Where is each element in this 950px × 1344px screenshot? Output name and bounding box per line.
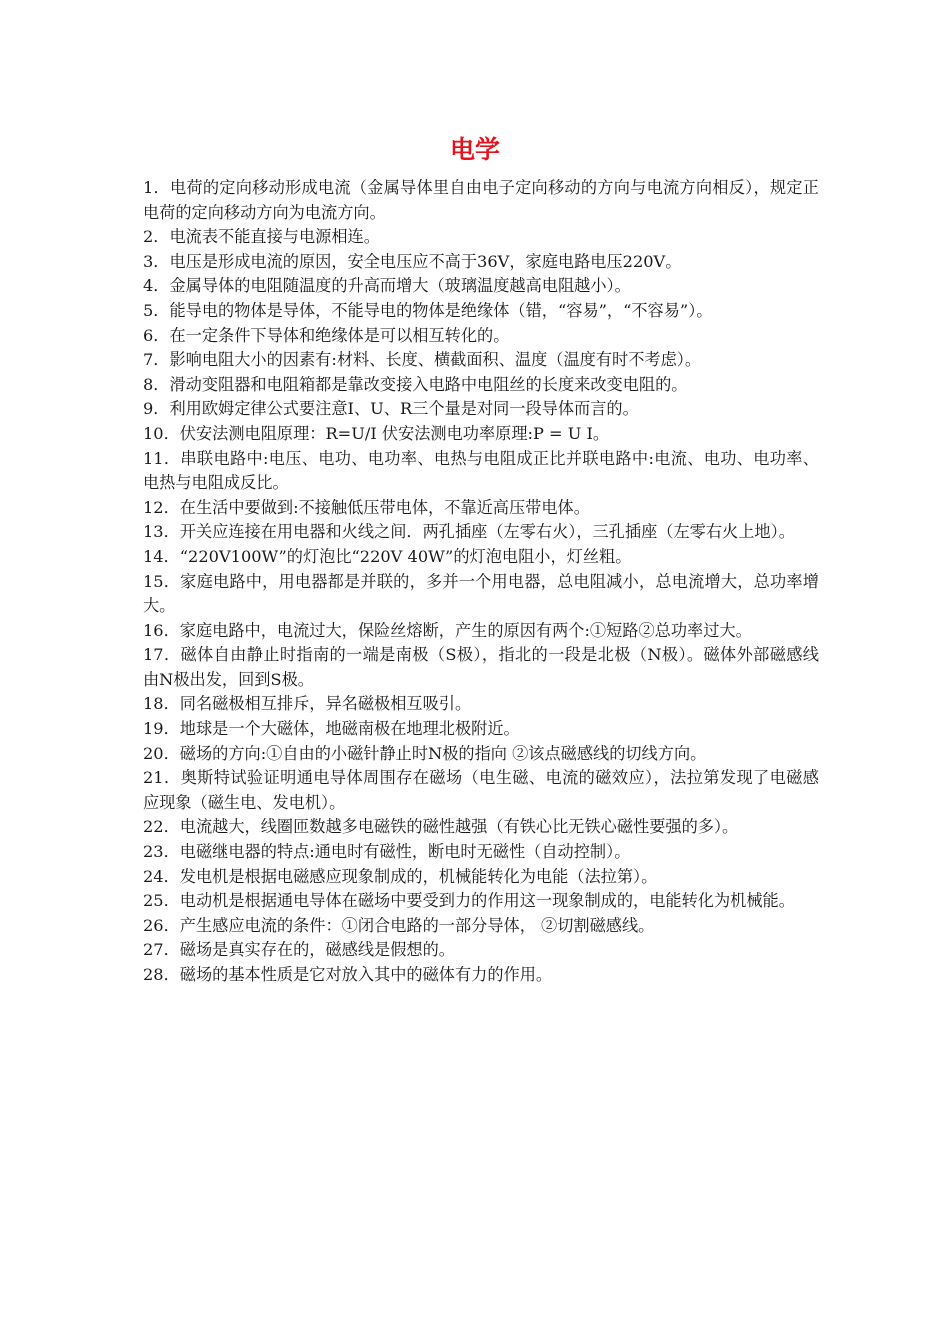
list-item: 1．电荷的定向移动形成电流（金属导体里自由电子定向移动的方向与电流方向相反），规定正电荷的定向移动方向为电流方向。 (143, 178, 819, 222)
page-title: 电学 (449, 135, 500, 164)
list-item: 2．电流表不能直接与电源相连。 (143, 227, 380, 247)
list-item: 18．同名磁极相互排斥，异名磁极相互吸引。 (143, 694, 472, 714)
list-item: 17．磁体自由静止时指南的一端是南极（S极），指北的一段是北极（N极）。磁体外部磁感线由N极出发，回到S极。 (143, 645, 819, 689)
list-item: 27．磁场是真实存在的，磁感线是假想的。 (143, 940, 455, 960)
list-item: 21．奥斯特试验证明通电导体周围存在磁场（电生磁、电流的磁效应），法拉第发现了电磁感应现象（磁生电、发电机）。 (143, 768, 819, 812)
list-item: 3．电压是形成电流的原因，安全电压应不高于36V，家庭电路电压220V。 (143, 251, 682, 271)
list-item: 5．能导电的物体是导体，不能导电的物体是绝缘体（错，“容易”，“不容易”）。 (143, 300, 713, 320)
list-item: 22．电流越大，线圈匝数越多电磁铁的磁性越强（有铁心比无铁心磁性要强的多）。 (143, 817, 739, 837)
list-item: 6．在一定条件下导体和绝缘体是可以相互转化的。 (143, 325, 510, 345)
list-item: 14．“220V100W”的灯泡比“220V 40W”的灯泡电阻小，灯丝粗。 (143, 546, 632, 566)
list-item: 4．金属导体的电阻随温度的升高而增大（玻璃温度越高电阻越小）。 (143, 276, 631, 296)
list-item: 11．串联电路中:电压、电功、电功率、电热与电阻成正比并联电路中:电流、电功、电功率、电热与电阻成反比。 (143, 448, 819, 493)
list-item: 12．在生活中要做到:不接触低压带电体，不靠近高压带电体。 (143, 497, 590, 517)
list-item: 8．滑动变阻器和电阻箱都是靠改变接入电路中电阻丝的长度来改变电阻的。 (143, 374, 688, 394)
list-item: 20．磁场的方向:①自由的小磁针静止时N极的指向 ②该点磁感线的切线方向。 (143, 743, 707, 763)
list-item: 26．产生感应电流的条件：①闭合电路的一部分导体， ②切割磁感线。 (143, 915, 655, 935)
list-item: 13．开关应连接在用电器和火线之间．两孔插座（左零右火），三孔插座（左零右火上地）。 (143, 522, 795, 542)
list-item: 24．发电机是根据电磁感应现象制成的，机械能转化为电能（法拉第）。 (143, 866, 658, 886)
list-item: 28．磁场的基本性质是它对放入其中的磁体有力的作用。 (143, 965, 553, 984)
list-item: 16．家庭电路中，电流过大，保险丝熔断，产生的原因有两个:①短路②总功率过大。 (143, 620, 752, 640)
list-item: 10．伏安法测电阻原理：R=U/I 伏安法测电功率原理:P = U I。 (143, 423, 610, 443)
list-item: 15．家庭电路中，用电器都是并联的，多并一个用电器，总电阻减小，总电流增大，总功率增大。 (143, 571, 819, 616)
list-item: 23．电磁继电器的特点:通电时有磁性，断电时无磁性（自动控制）。 (143, 842, 631, 862)
list-item: 19．地球是一个大磁体，地磁南极在地理北极附近。 (143, 719, 520, 739)
list-item: 25．电动机是根据通电导体在磁场中要受到力的作用这一现象制成的，电能转化为机械能。 (143, 891, 795, 911)
item-list (143, 176, 819, 988)
list-item: 9．利用欧姆定律公式要注意I、U、R三个量是对同一段导体而言的。 (143, 399, 639, 419)
list-item: 7．影响电阻大小的因素有:材料、长度、横截面积、温度（温度有时不考虑）。 (143, 350, 702, 370)
